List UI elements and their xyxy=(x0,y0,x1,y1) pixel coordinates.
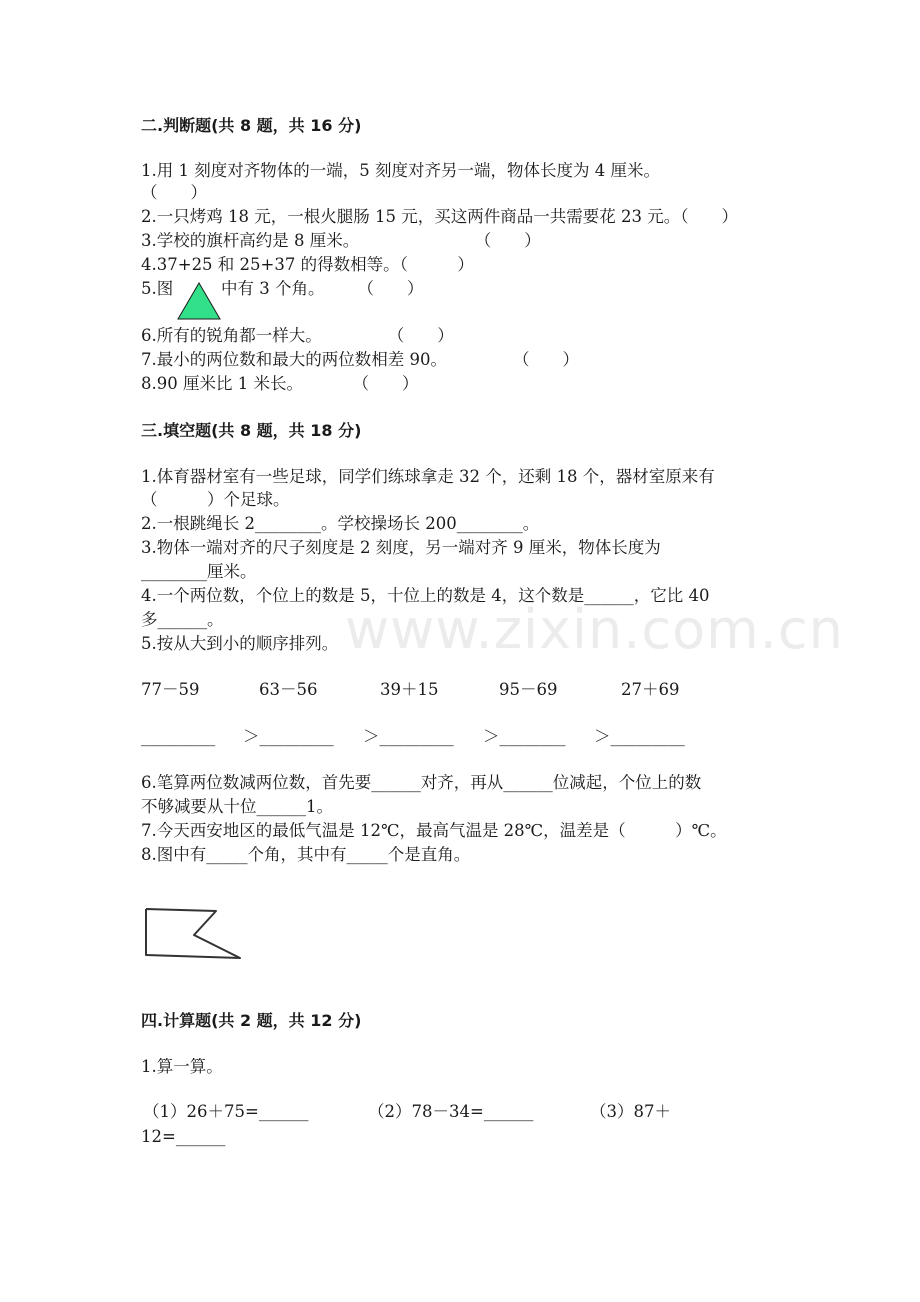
calc-q1: 1.算一算。 xyxy=(141,1057,223,1076)
expression-3: 39＋15 xyxy=(380,680,439,699)
order-blank-2: ＞_________ xyxy=(243,727,334,746)
calc-item-3: （3）87＋ xyxy=(590,1102,671,1121)
expression-5: 27＋69 xyxy=(621,680,680,699)
expression-1: 77－59 xyxy=(141,680,200,699)
judge-q8: 8.90 厘米比 1 米长。 （ ） xyxy=(141,374,419,393)
fill-q1-line2: （ ）个足球。 xyxy=(141,490,290,509)
judge-q1-line1: 1.用 1 刻度对齐物体的一端，5 刻度对齐另一端，物体长度为 4 厘米。 xyxy=(141,161,660,180)
fill-q8: 8.图中有_____个角，其中有_____个是直角。 xyxy=(141,845,471,864)
fill-q4-line2: 多______。 xyxy=(141,610,224,629)
watermark: www.zixin.com.cn xyxy=(345,598,844,661)
fill-q3-line1: 3.物体一端对齐的尺子刻度是 2 刻度，另一端对齐 9 厘米，物体长度为 xyxy=(141,538,661,557)
order-blank-3: ＞_________ xyxy=(363,727,454,746)
calc-item-1: （1）26＋75=______ xyxy=(143,1102,309,1121)
order-blank-4: ＞________ xyxy=(483,727,566,746)
fill-q4-line1: 4.一个两位数，个位上的数是 5，十位上的数是 4，这个数是______，它比 40 xyxy=(141,586,710,605)
judge-q6: 6.所有的锐角都一样大。 （ ） xyxy=(141,326,454,345)
expression-4: 95－69 xyxy=(499,680,558,699)
judge-q7: 7.最小的两位数和最大的两位数相差 90。 （ ） xyxy=(141,350,579,369)
fill-q7: 7.今天西安地区的最低气温是 12℃，最高气温是 28℃，温差是（ ）℃。 xyxy=(141,821,727,840)
fill-q6-line2: 不够减要从十位______1。 xyxy=(141,797,333,816)
angle-figure xyxy=(142,906,246,962)
judge-q1-line2: （ ） xyxy=(141,183,207,202)
section-heading-calc: 四.计算题(共 2 题，共 12 分) xyxy=(141,1011,362,1030)
fill-q1-line1: 1.体育器材室有一些足球，同学们练球拿走 32 个，还剩 18 个，器材室原来有 xyxy=(141,467,715,486)
fill-q5: 5.按从大到小的顺序排列。 xyxy=(141,634,339,653)
fill-q6-line1: 6.笔算两位数减两位数，首先要______对齐，再从______位减起，个位上的数 xyxy=(141,773,702,792)
calc-item-2: （2）78－34=______ xyxy=(368,1102,534,1121)
order-blank-5: ＞_________ xyxy=(594,727,685,746)
section-heading-judgement: 二.判断题(共 8 题，共 16 分) xyxy=(141,116,362,135)
order-blank-1: _________ xyxy=(141,727,216,746)
judge-q4: 4.37+25 和 25+37 的得数相等。（ ） xyxy=(141,255,474,274)
triangle-figure xyxy=(176,281,222,321)
section-heading-fill: 三.填空题(共 8 题，共 18 分) xyxy=(141,421,362,440)
expression-2: 63－56 xyxy=(259,680,318,699)
judge-q3: 3.学校的旗杆高约是 8 厘米。 （ ） xyxy=(141,231,541,250)
fill-q2: 2.一根跳绳长 2________。学校操场长 200________。 xyxy=(141,514,540,533)
judge-q5-prefix: 5.图 xyxy=(141,279,174,298)
judge-q2: 2.一只烤鸡 18 元，一根火腿肠 15 元，买这两件商品一共需要花 23 元。（ ） xyxy=(141,207,738,226)
fill-q3-line2: ________厘米。 xyxy=(141,562,257,581)
judge-q5-suffix: 中有 3 个角。 （ ） xyxy=(221,279,424,298)
calc-item-3-continued: 12=______ xyxy=(141,1127,226,1146)
